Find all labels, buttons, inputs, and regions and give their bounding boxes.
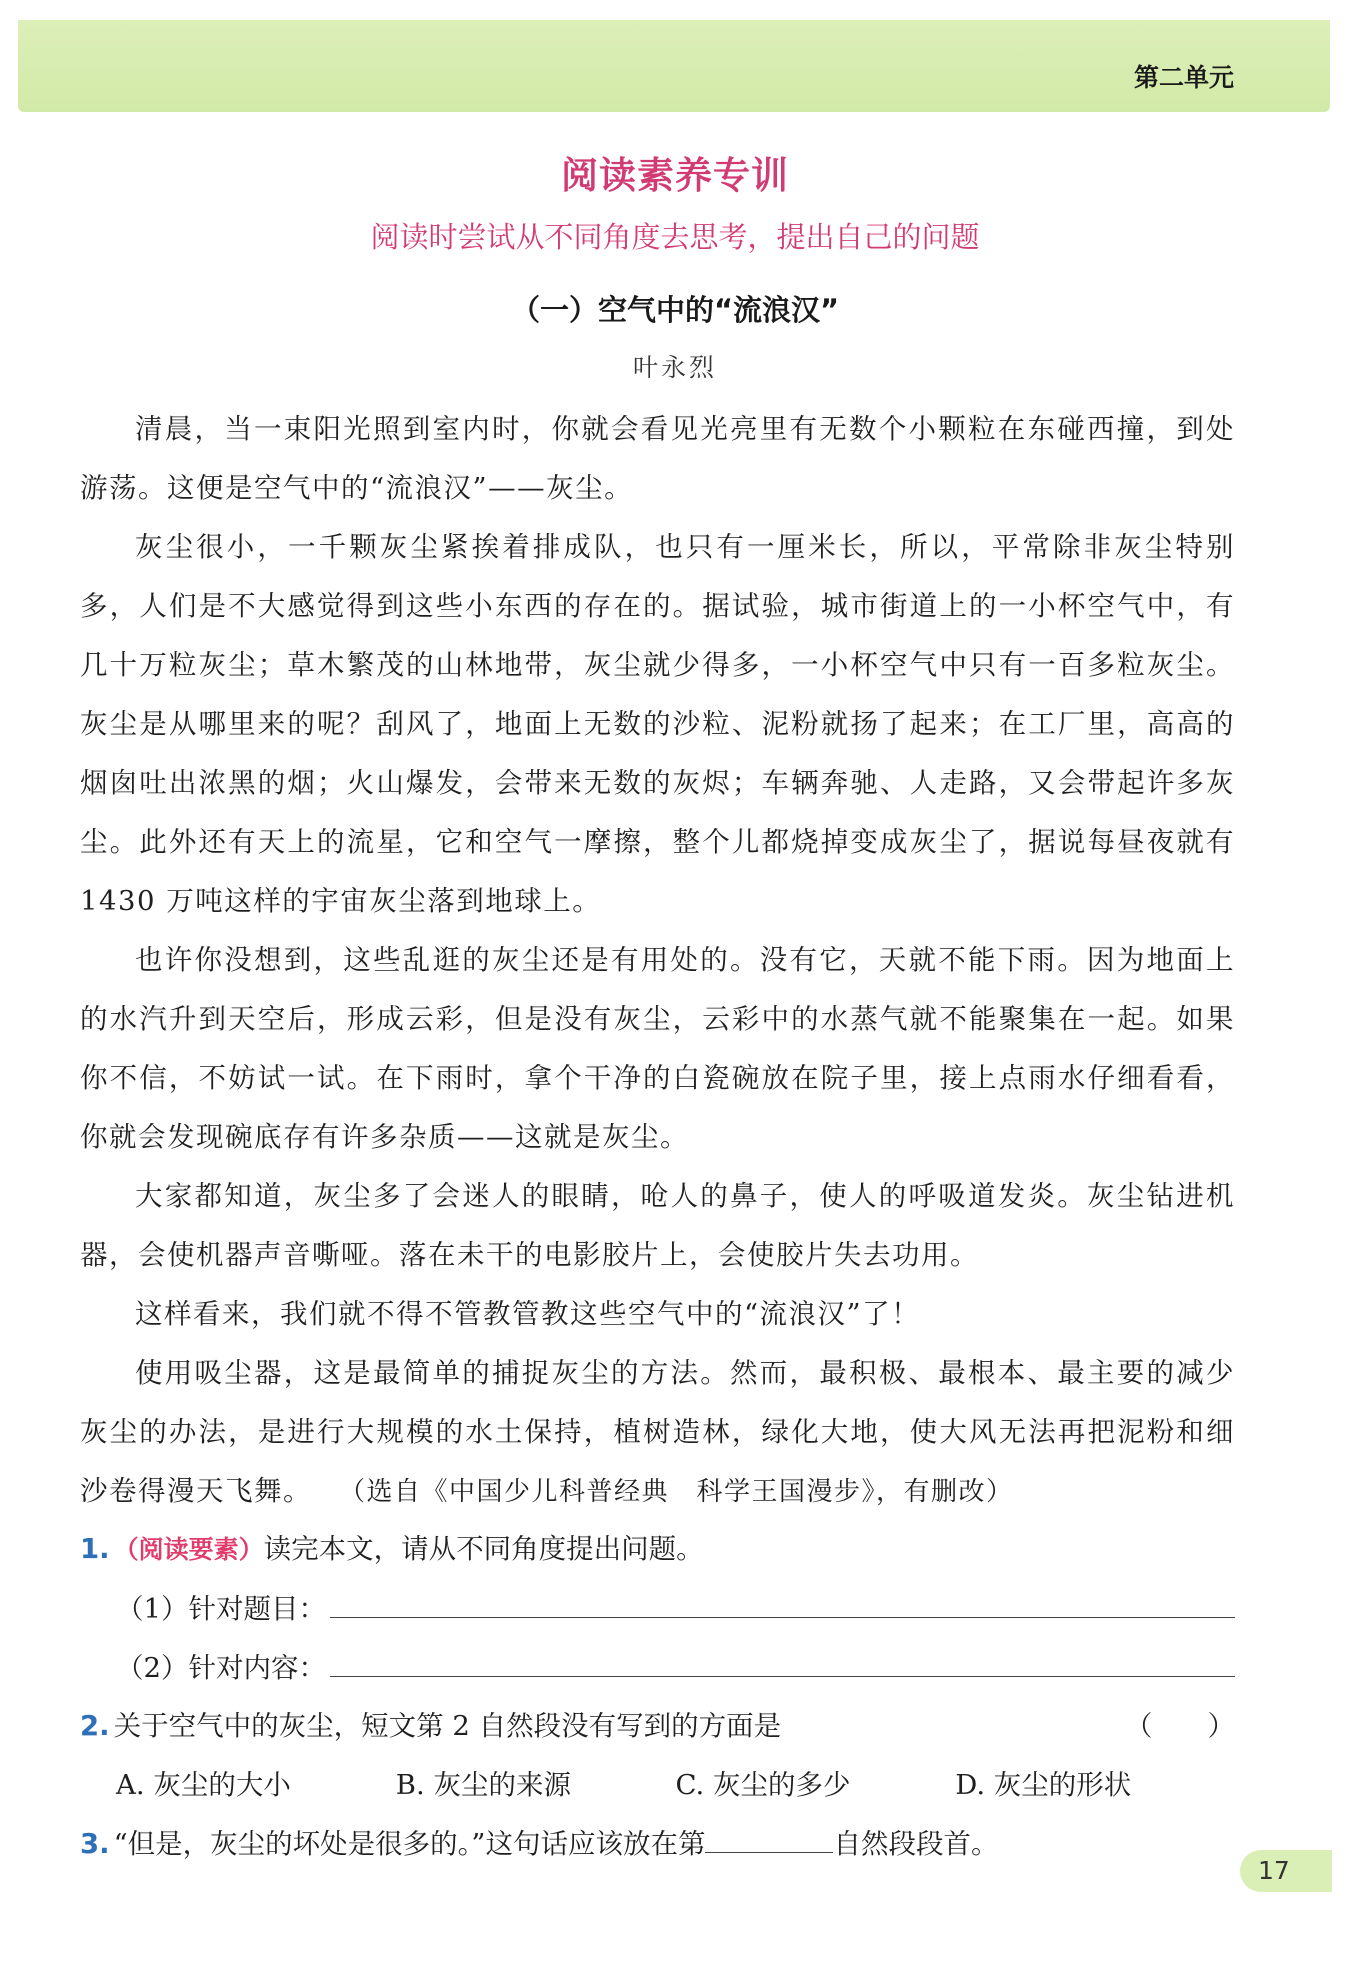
option-b[interactable]: B. 灰尘的来源 — [395, 1769, 571, 1801]
question-1-sub-2 — [80, 1638, 1235, 1697]
question-3-text-after: 自然段段首。 — [833, 1828, 999, 1860]
question-2-text: 关于空气中的灰尘，短文第 2 自然段没有写到的方面是 — [113, 1710, 782, 1742]
paragraph-6-text: 使用吸尘器，这是最简单的捕捉灰尘的方法。然而，最积极、最根本、最主要的减少灰尘的办法，是进行大规模的水土保持，植树造林，绿化大地，使大风无法再把泥粉和细沙卷得漫天飞舞。 — [80, 1357, 1235, 1507]
option-d[interactable]: D. 灰尘的形状 — [955, 1769, 1132, 1801]
page-subtitle: 阅读时尝试从不同角度去思考，提出自己的问题 — [370, 220, 980, 254]
article-title: （一）空气中的“流浪汉” — [510, 293, 840, 327]
question-1-number: 1. — [80, 1533, 110, 1565]
question-3-number: 3. — [80, 1828, 110, 1860]
question-1-sub-2-label: （2）针对内容： — [116, 1652, 326, 1684]
answer-blank[interactable] — [705, 1816, 833, 1853]
question-2-number: 2. — [80, 1710, 110, 1742]
question-1-sub-1 — [80, 1579, 1235, 1638]
paragraph-5: 这样看来，我们就不得不管教管教这些空气中的“流浪汉”了！ — [135, 1298, 921, 1330]
question-2-options — [80, 1756, 1235, 1815]
paragraph-6 — [80, 1344, 1235, 1522]
question-2 — [80, 1697, 1235, 1756]
question-3 — [80, 1815, 1235, 1874]
page-title: 阅读素养专训 — [561, 154, 789, 197]
option-a[interactable]: A. 灰尘的大小 — [116, 1769, 291, 1801]
option-c[interactable]: C. 灰尘的多少 — [675, 1769, 851, 1801]
question-1 — [80, 1520, 1235, 1579]
paragraph-1: 清晨，当一束阳光照到室内时，你就会看见光亮里有无数个小颗粒在东碰西撞，到处游荡。这便是空气中的“流浪汉”——灰尘。 — [80, 413, 1235, 504]
paragraph-3: 也许你没想到，这些乱逛的灰尘还是有用处的。没有它，天就不能下雨。因为地面上的水汽升到天空后，形成云彩，但是没有灰尘，云彩中的水蒸气就不能聚集在一起。如果你不信，不妨试一试。在下雨时，拿个干净的白瓷碗放在院子里，接上点雨水仔细看看，你就会发现碗底存有许多杂质——这就是灰尘。 — [80, 944, 1235, 1153]
question-1-text: 读完本文，请从不同角度提出问题。 — [263, 1533, 704, 1565]
article-author: 叶永烈 — [632, 353, 717, 382]
paragraph-4: 大家都知道，灰尘多了会迷人的眼睛，呛人的鼻子，使人的呼吸道发炎。灰尘钻进机器，会使机器声音嘶哑。落在未干的电影胶片上，会使胶片失去功用。 — [80, 1180, 1235, 1271]
page-number: 17 — [1240, 1850, 1332, 1892]
answer-line-content[interactable] — [330, 1638, 1235, 1677]
article-body — [80, 400, 1235, 1522]
paragraph-2: 灰尘很小，一千颗灰尘紧挨着排成队，也只有一厘米长，所以，平常除非灰尘特别多，人们是不大感觉得到这些小东西的存在的。据试验，城市街道上的一小杯空气中，有几十万粒灰尘；草木繁茂的山林地带，灰尘就少得多，一小杯空气中只有一百多粒灰尘。灰尘是从哪里来的呢？刮风了，地面上无数的沙粒、泥粉就扬了起来；在工厂里，高高的烟囱吐出浓黑的烟；火山爆发，会带来无数的灰烬；车辆奔驰、人走路，又会带起许多灰尘。此外还有天上的流星，它和空气一摩擦，整个儿都烧掉变成灰尘了，据说每昼夜就有 1430 万吨这样的宇宙灰尘落到地球上。 — [80, 531, 1235, 917]
article-source: （选自《中国少儿科普经典 科学王国漫步》，有删改） — [352, 1477, 1014, 1507]
unit-label: 第二单元 — [1133, 63, 1234, 92]
question-3-text-before: “但是，灰尘的坏处是很多的。”这句话应该放在第 — [113, 1828, 706, 1860]
answer-parentheses[interactable]: （ ） — [1125, 1710, 1235, 1742]
questions-section — [80, 1520, 1235, 1874]
answer-line-title[interactable] — [330, 1579, 1235, 1618]
question-1-sub-1-label: （1）针对题目： — [116, 1593, 326, 1625]
question-1-tag: （阅读要素） — [113, 1535, 264, 1564]
